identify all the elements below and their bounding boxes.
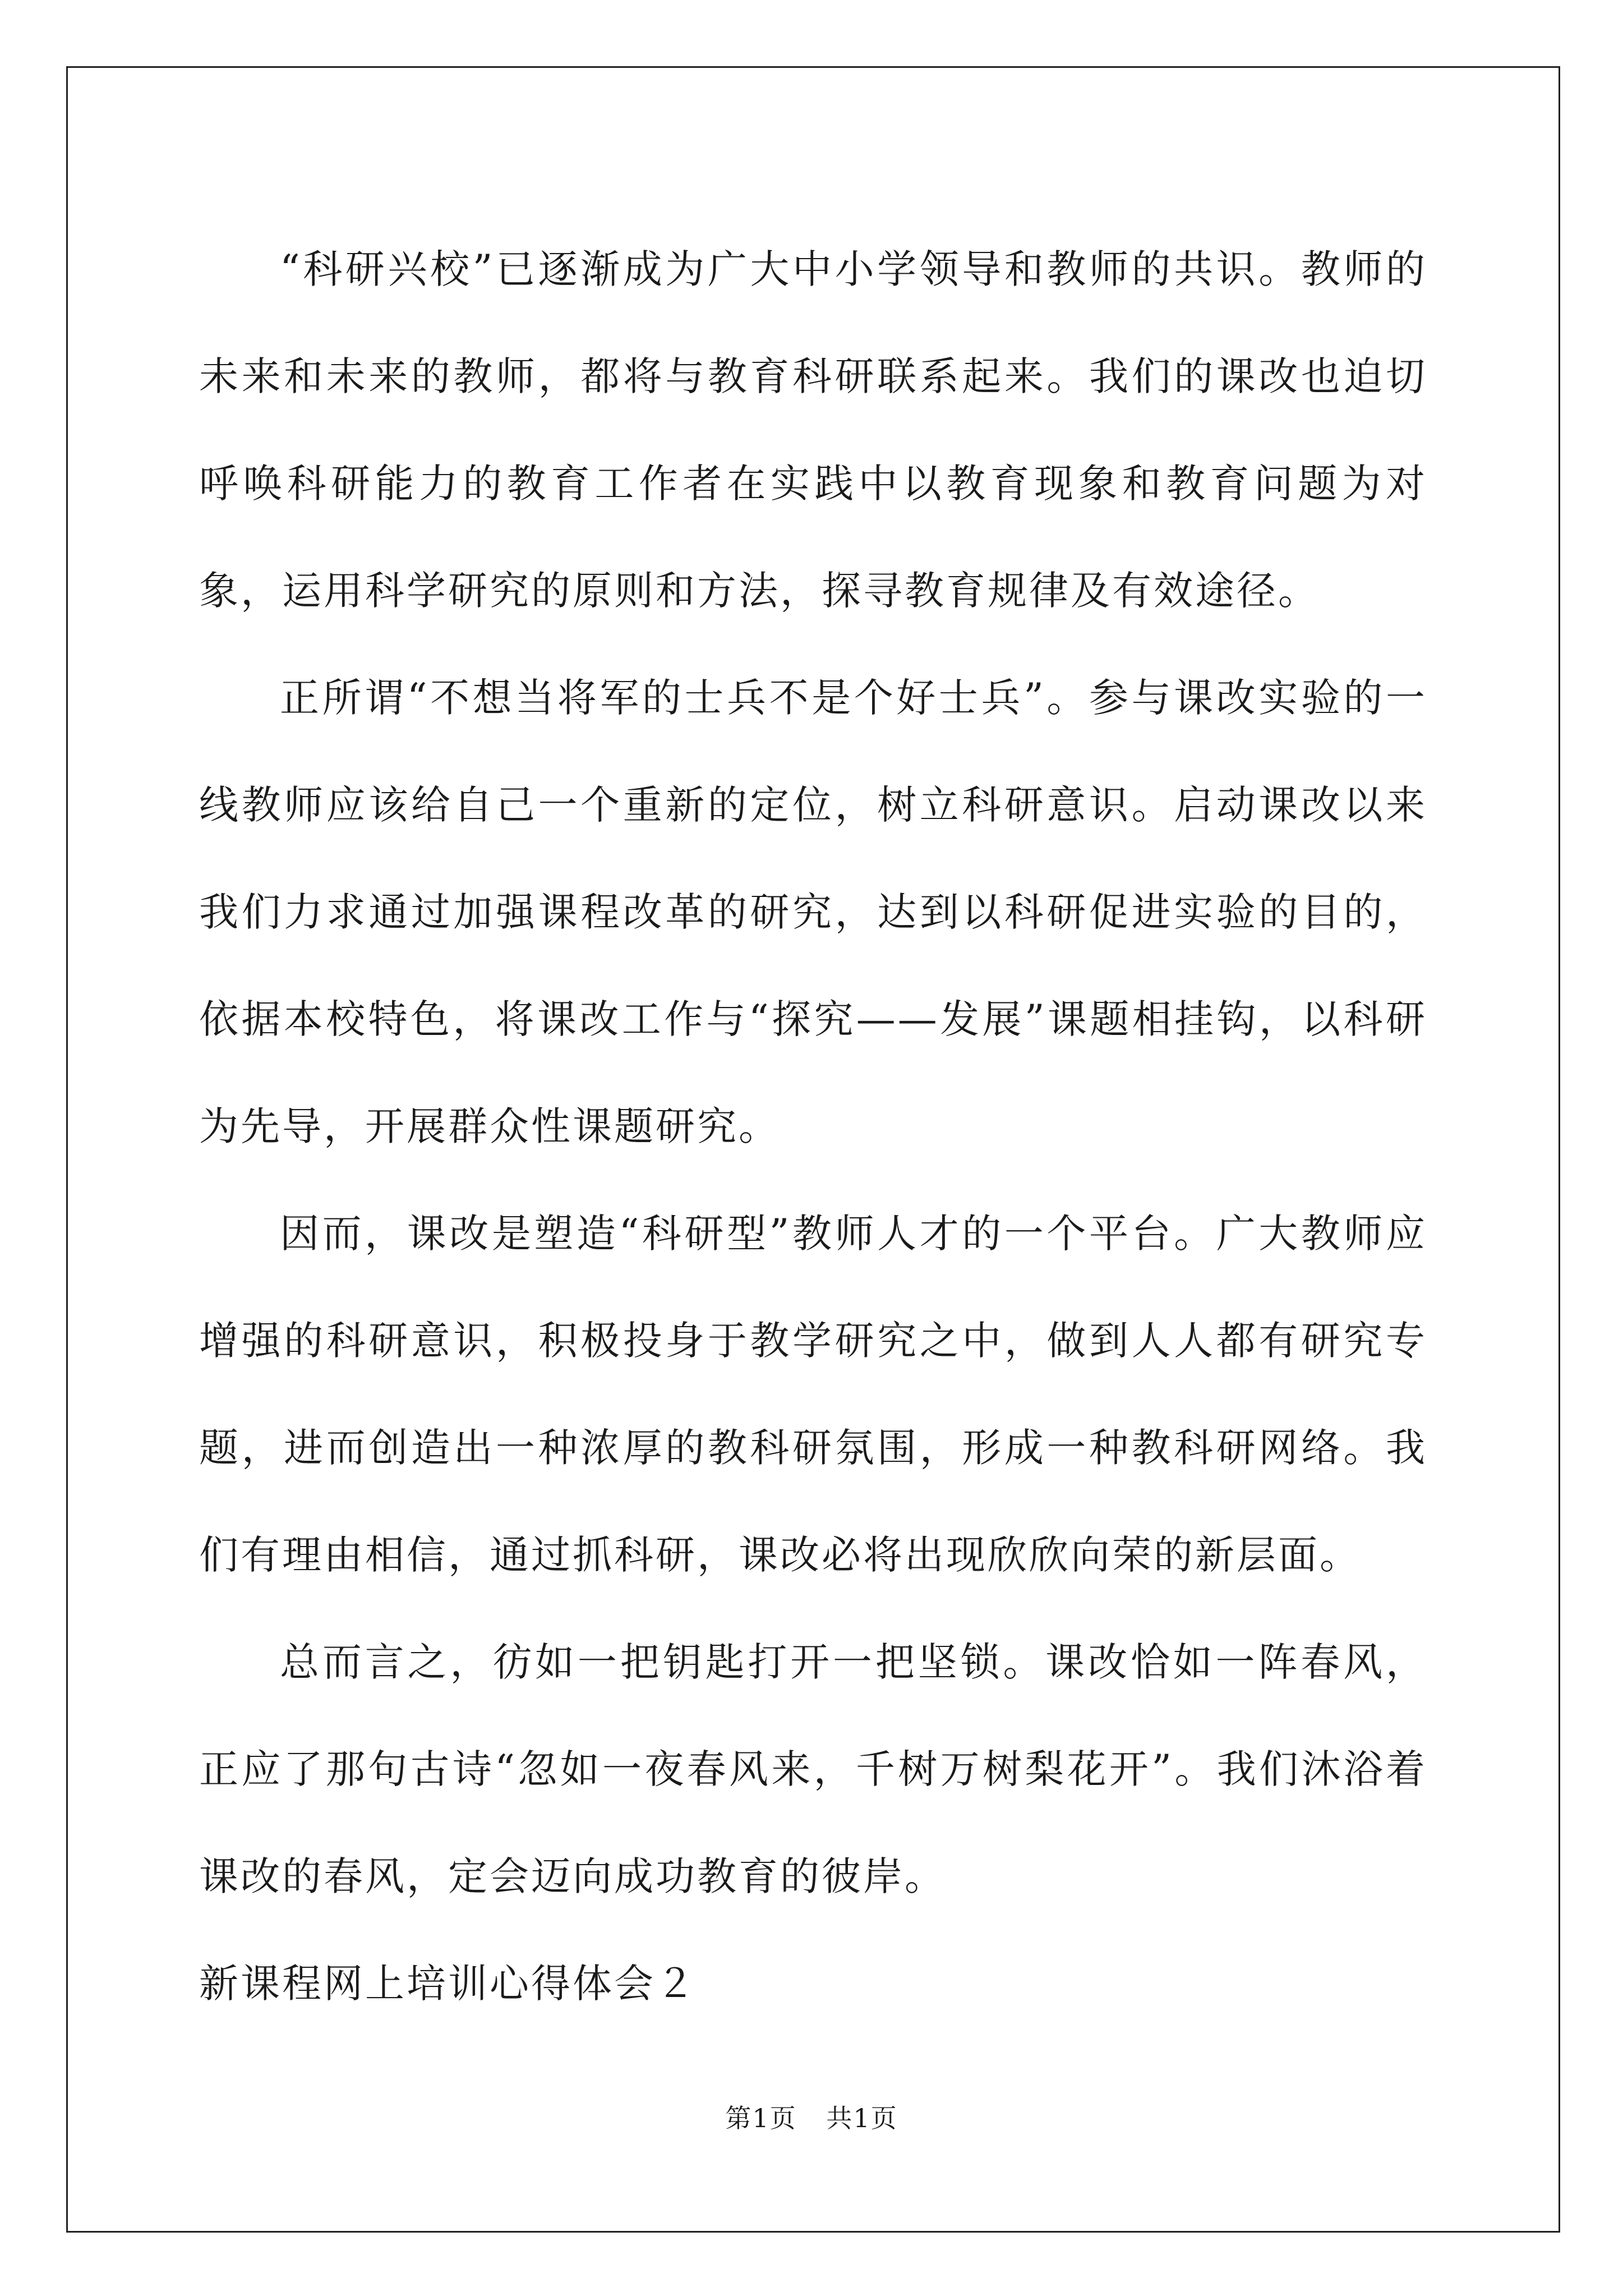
document-body xyxy=(199,216,1427,2037)
page-number-current: 第1页 xyxy=(725,2103,797,2133)
section-heading: 新课程网上培训心得体会２ xyxy=(199,1961,697,2007)
paragraph-2: 正所谓“不想当将军的士兵不是个好士兵”。参与课改实验的一线教师应该给自己一个重新的定位，树立科研意识。启动课改以来我们力求通过加强课程改革的研究，达到以科研促进实验的目的，依据本校特色，将课改工作与“探究——发展”课题相挂钩，以科研为先导，开展群众性课题研究。 xyxy=(199,675,1427,1149)
paragraph-4: 总而言之，彷如一把钥匙打开一把坚锁。课改恰如一阵春风，正应了那句古诗“忽如一夜春风来，千树万树梨花开”。我们沐浴着课改的春风，定会迈向成功教育的彼岸。 xyxy=(199,1639,1427,1899)
page-number-total: 共1页 xyxy=(826,2103,898,2133)
paragraph-3: 因而，课改是塑造“科研型”教师人才的一个平台。广大教师应增强的科研意识，积极投身于教学研究之中，做到人人都有研究专题，进而创造出一种浓厚的教科研氛围，形成一种教科研网络。我们有理由相信，通过抓科研，课改必将出现欣欣向荣的新层面。 xyxy=(199,1211,1427,1578)
paragraph-1: “科研兴校”已逐渐成为广大中小学领导和教师的共识。教师的未来和未来的教师，都将与教育科研联系起来。我们的课改也迫切呼唤科研能力的教育工作者在实践中以教育现象和教育问题为对象，运用科学研究的原则和方法，探寻教育规律及有效途径。 xyxy=(199,246,1427,614)
page-footer xyxy=(0,2098,1623,2135)
